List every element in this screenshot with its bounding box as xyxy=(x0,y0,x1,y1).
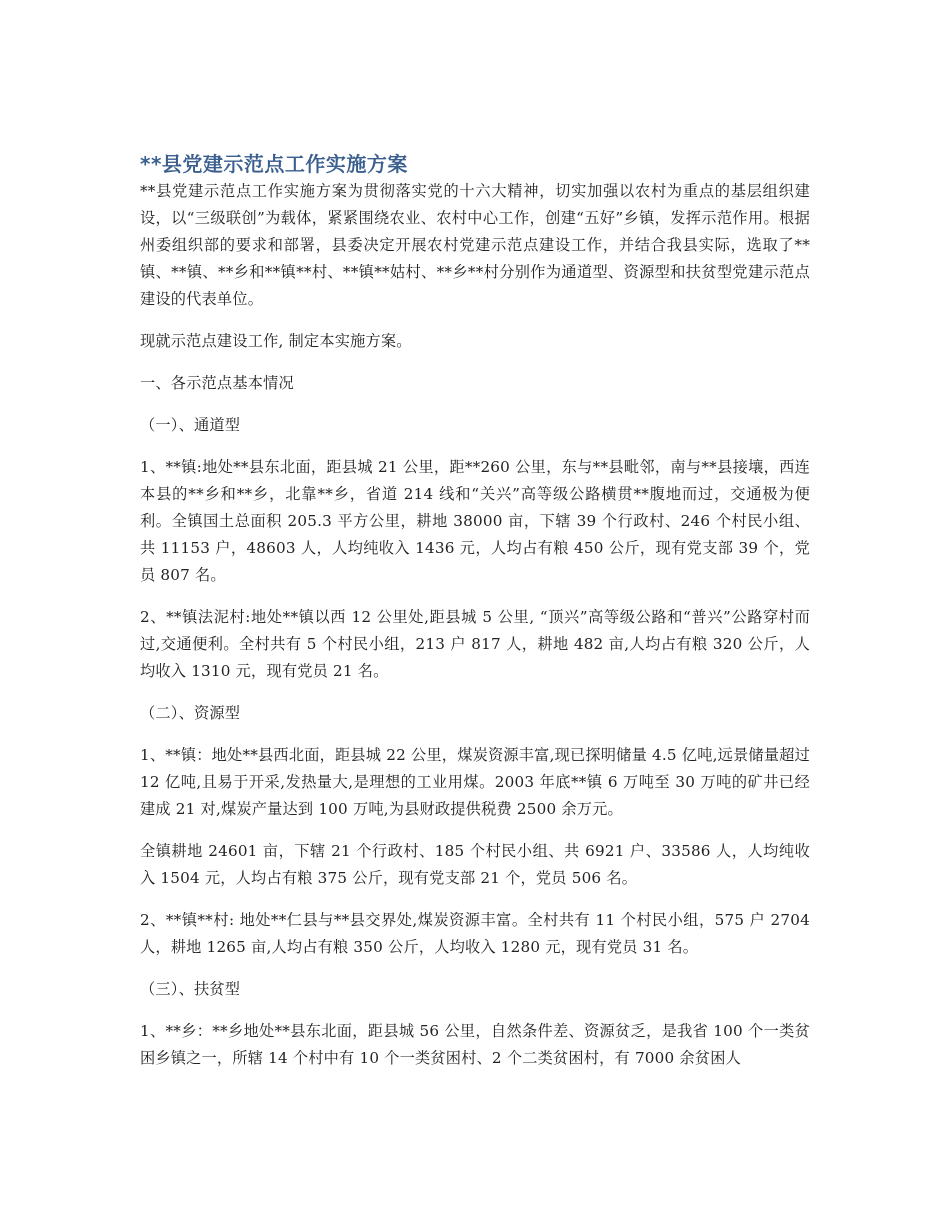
subsection-heading-resource: （二）、资源型 xyxy=(140,704,241,722)
paragraph-channel-2: 2、**镇法泥村:地处**镇以西 12 公里处,距县城 5 公里, “顶兴”高等级公路和“普兴”公路穿村而过,交通便利。全村共有 5 个村民小组，213 户 817 人，耕地 482 亩,人均占有粮 320 公斤，人均收入 1310 元，现有党员 21 名。 xyxy=(140,608,810,680)
document-page xyxy=(140,150,810,1087)
subsection-heading-channel: （一）、通道型 xyxy=(140,416,241,434)
subsection-heading-poverty: （三）、扶贫型 xyxy=(140,980,241,998)
paragraph-intro: **县党建示范点工作实施方案为贯彻落实党的十六大精神，切实加强以农村为重点的基层组织建设，以“三级联创”为载体，紧紧围绕农业、农村中心工作，创建“五好”乡镇，发挥示范作用。根据州委组织部的要求和部署，县委决定开展农村党建示范点建设工作，并结合我县实际，选取了**镇、**镇、**乡和**镇**村、**镇**姑村、**乡**村分别作为通道型、资源型和扶贫型党建示范点建设的代表单位。 xyxy=(140,182,810,308)
paragraph-resource-2: 2、**镇**村: 地处**仁县与**县交界处,煤炭资源丰富。全村共有 11 个村民小组，575 户 2704 人，耕地 1265 亩,人均占有粮 350 公斤，人均收入 1280 元，现有党员 31 名。 xyxy=(140,911,810,956)
section-heading-1: 一、各示范点基本情况 xyxy=(140,374,294,392)
paragraph-channel-1: 1、**镇:地处**县东北面，距县城 21 公里，距**260 公里，东与**县毗邻，南与**县接壤，西连本县的**乡和**乡，北靠**乡，省道 214 线和“关兴”高等级公路横贯**腹地而过，交通极为便利。全镇国土总面积 205.3 平方公里，耕地 38000 亩，下辖 39 个行政村、246 个村民小组、共 11153 户，48603 人，人均纯收入 1436 元，人均占有粮 450 公斤，现有党支部 39 个，党员 807 名。 xyxy=(140,458,810,584)
paragraph-resource-1b: 全镇耕地 24601 亩，下辖 21 个行政村、185 个村民小组、共 6921 户、33586 人，人均纯收入 1504 元，人均占有粮 375 公斤，现有党支部 21 个，党员 506 名。 xyxy=(140,842,810,887)
document-title: **县党建示范点工作实施方案 xyxy=(140,152,408,176)
paragraph-poverty-1: 1、**乡：**乡地处**县东北面，距县城 56 公里，自然条件差、资源贫乏，是我省 100 个一类贫困乡镇之一，所辖 14 个村中有 10 个一类贫困村、2 个二类贫困村，有 7000 余贫困人 xyxy=(140,1022,810,1067)
paragraph-resource-1: 1、**镇：地处**县西北面，距县城 22 公里，煤炭资源丰富,现已探明储量 4.5 亿吨,远景储量超过 12 亿吨,且易于开采,发热量大,是理想的工业用煤。2003 年底**镇 6 万吨至 30 万吨的矿井已经建成 21 对,煤炭产量达到 100 万吨,为县财政提供税费 2500 余万元。 xyxy=(140,746,810,818)
paragraph-statement: 现就示范点建设工作, 制定本实施方案。 xyxy=(140,332,412,350)
